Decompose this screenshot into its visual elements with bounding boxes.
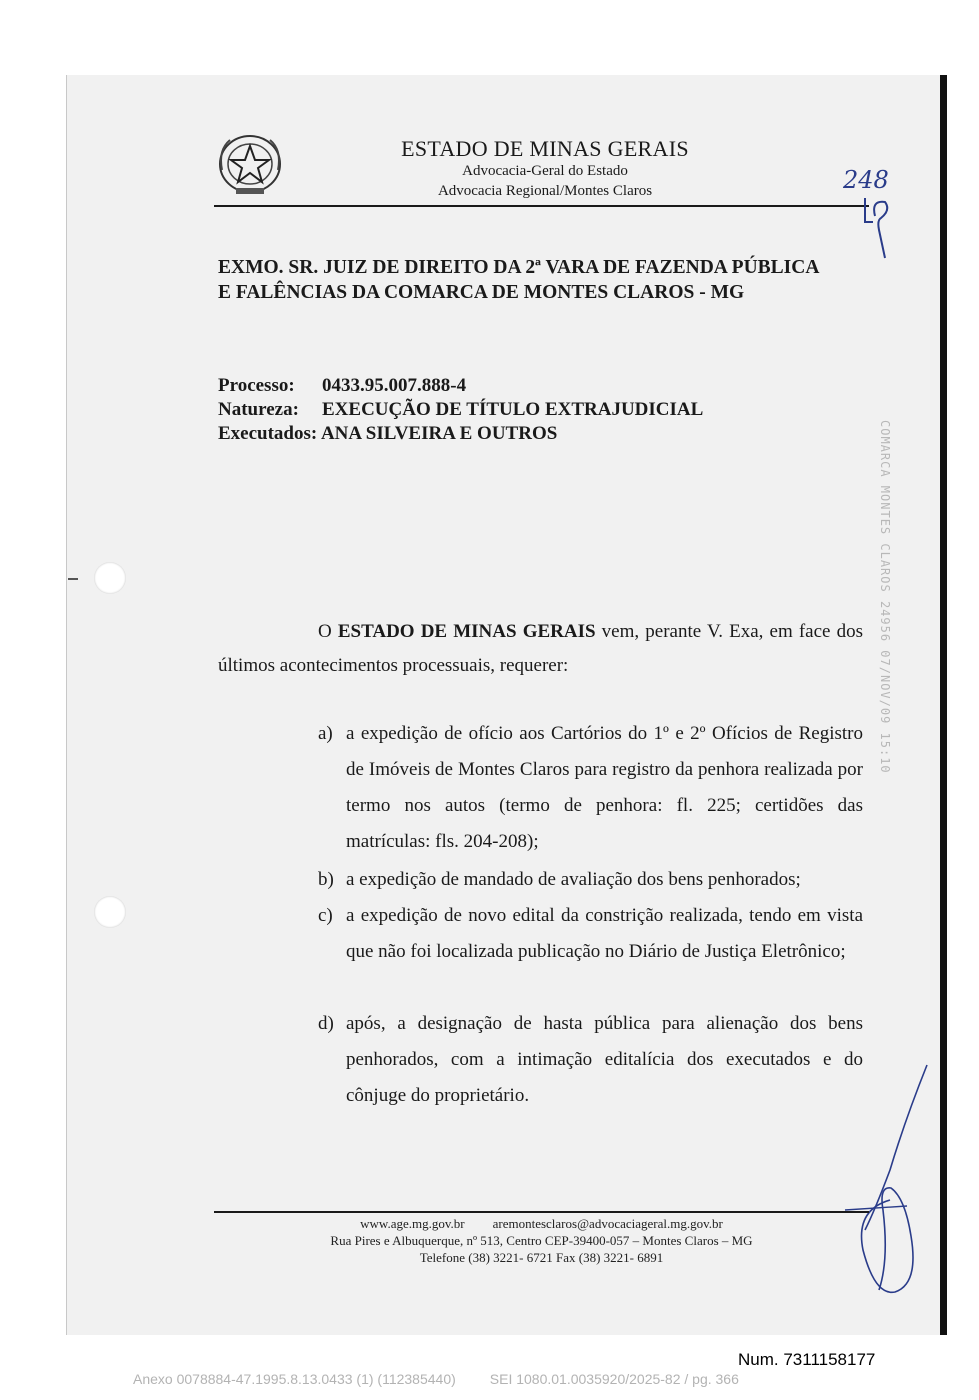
protocol-stamp-text: COMARCA MONTES CLAROS 24956 07/NOV/09 15:10 (878, 420, 892, 774)
request-text: após, a designação de hasta pública para alienação dos bens penhorados, com a intimação editalícia dos executados e do cônjuge do proprietário. (346, 1013, 863, 1106)
intro-paragraph (218, 615, 863, 683)
addressee (218, 255, 878, 305)
nature-value: EXECUÇÃO DE TÍTULO EXTRAJUDICIAL (322, 399, 704, 420)
addressee-line-2: E FALÊNCIAS DA COMARCA DE MONTES CLAROS - MG (218, 282, 745, 303)
executed-value: ANA SILVEIRA E OUTROS (320, 423, 558, 444)
letterhead-state: ESTADO DE MINAS GERAIS (401, 136, 689, 161)
request-text: a expedição de ofício aos Cartórios do 1º e 2º Ofícios de Registro de Imóveis de Montes Claros para registro da penhora realizada por termo nos autos (termo de penhora: fl. 225; certidões das matrículas: fls. 204-208); (346, 723, 863, 852)
request-text: a expedição de mandado de avaliação dos bens penhorados; (346, 869, 801, 890)
intro-pre: O (318, 621, 338, 642)
handwritten-folio-number (835, 160, 895, 260)
punch-hole-top (94, 562, 126, 594)
svg-text:248: 248 (843, 166, 889, 194)
case-executed (218, 423, 557, 445)
process-value: 0433.95.007.888-4 (322, 375, 467, 396)
protocol-stamp (878, 420, 908, 774)
executed-label: Executados: (218, 423, 318, 444)
footer-phone: Telefone (38) 3221- 6721 Fax (38) 3221- 6891 (419, 1250, 664, 1265)
header-divider (214, 205, 869, 207)
footer-website: www.age.mg.gov.br (360, 1216, 465, 1231)
intro-post: vem, perante V. Exa, em face dos últimos acontecimentos processuais, requerer: (218, 621, 863, 676)
intro-bold: ESTADO DE MINAS GERAIS (337, 621, 596, 642)
addressee-line-1: EXMO. SR. JUIZ DE DIREITO DA 2ª VARA DE FAZENDA PÚBLICA (218, 257, 820, 278)
footer-email: aremontesclaros@advocaciageral.mg.gov.br (492, 1216, 723, 1231)
margin-mark (68, 578, 78, 580)
request-item (318, 716, 863, 860)
request-item (318, 1006, 863, 1114)
letterhead-office: Advocacia-Geral do Estado (462, 163, 628, 179)
case-nature (218, 399, 703, 421)
coat-of-arms-icon (214, 130, 286, 198)
letterhead-regional: Advocacia Regional/Montes Claros (437, 183, 653, 199)
request-item (318, 862, 863, 898)
process-label: Processo: (218, 375, 295, 396)
footer-contacts (214, 1216, 869, 1232)
footer-address: Rua Pires e Albuquerque, nº 513, Centro CEP-39400-057 – Montes Claros – MG (330, 1233, 753, 1248)
punch-hole-bottom (94, 896, 126, 928)
annex-ref: Anexo 0078884-47.1995.8.13.0433 (1) (112385440) (133, 1371, 456, 1387)
request-item (318, 898, 863, 970)
request-marker: b) (318, 869, 334, 890)
request-marker: c) (318, 905, 333, 926)
case-process (218, 375, 466, 397)
annex-sei: SEI 1080.01.0035920/2025-82 / pg. 366 (489, 1371, 739, 1387)
document-number: Num. 7311158177 (738, 1350, 876, 1369)
footer-divider (214, 1211, 869, 1213)
request-marker: d) (318, 1013, 334, 1034)
request-text: a expedição de novo edital da constrição realizada, tendo em vista que não foi localizada publicação no Diário de Justiça Eletrônico; (346, 905, 863, 962)
annex-reference (133, 1371, 853, 1387)
nature-label: Natureza: (218, 399, 299, 420)
request-marker: a) (318, 723, 333, 744)
